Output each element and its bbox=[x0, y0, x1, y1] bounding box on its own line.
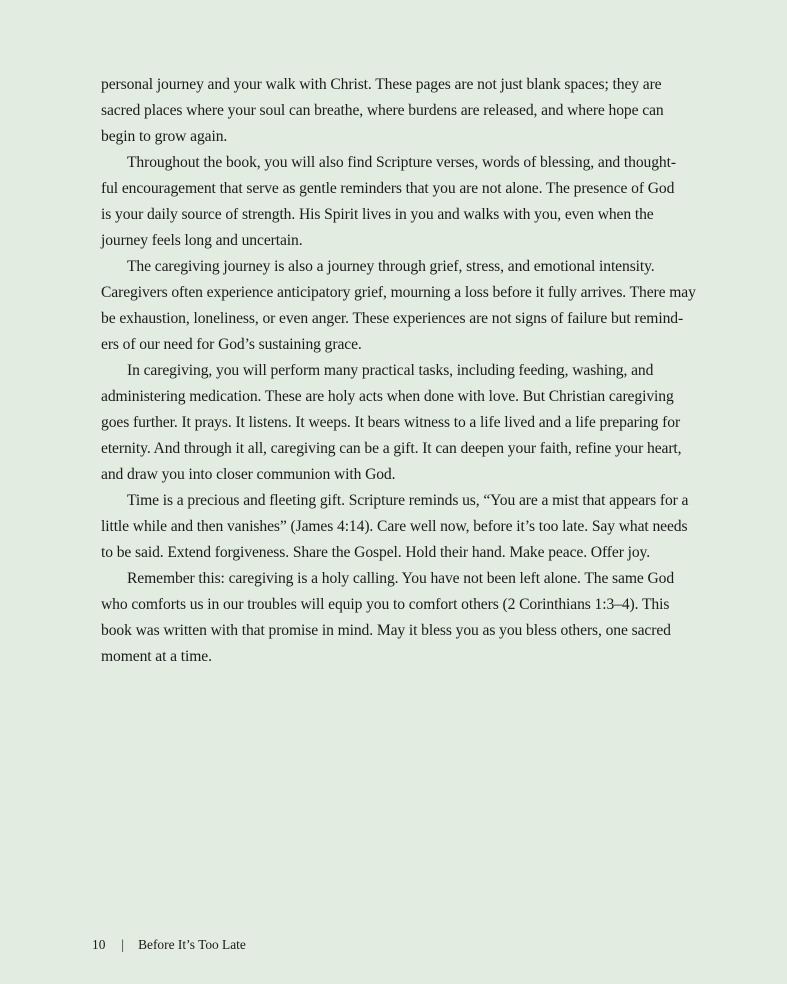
paragraph-first-line: The caregiving journey is also a journey through grief, stress, and emotional intensity. bbox=[127, 258, 655, 275]
text-line: Caregivers often experience anticipatory grief, mourning a loss before it fully arrives. There may bbox=[101, 284, 696, 301]
text-line: is your daily source of strength. His Spirit lives in you and walks with you, even when the bbox=[101, 206, 654, 223]
text-line: ers of our need for God’s sustaining grace. bbox=[101, 336, 362, 353]
text-line: be exhaustion, loneliness, or even anger. These experiences are not signs of failure but remind- bbox=[101, 310, 684, 327]
paragraph-first-line: In caregiving, you will perform many practical tasks, including feeding, washing, and bbox=[127, 362, 654, 379]
footer-separator: | bbox=[121, 937, 125, 952]
text-line: journey feels long and uncertain. bbox=[101, 232, 303, 249]
text-line: and draw you into closer communion with God. bbox=[101, 466, 396, 483]
text-line: sacred places where your soul can breathe, where burdens are released, and where hope can bbox=[101, 102, 664, 119]
text-line: little while and then vanishes” (James 4:14). Care well now, before it’s too late. Say what needs bbox=[101, 518, 688, 535]
paragraph-first-line: Throughout the book, you will also find Scripture verses, words of blessing, and thought- bbox=[127, 154, 676, 171]
text-line: goes further. It prays. It listens. It weeps. It bears witness to a life lived and a life preparing for bbox=[101, 414, 681, 431]
text-line: who comforts us in our troubles will equip you to comfort others (2 Corinthians 1:3–4). This bbox=[101, 596, 670, 613]
text-line: ful encouragement that serve as gentle reminders that you are not alone. The presence of God bbox=[101, 180, 675, 197]
text-line: moment at a time. bbox=[101, 648, 212, 665]
paragraph-first-line: Time is a precious and fleeting gift. Scripture reminds us, “You are a mist that appears for a bbox=[127, 492, 689, 509]
text-line: book was written with that promise in mind. May it bless you as you bless others, one sacred bbox=[101, 622, 671, 639]
text-line: administering medication. These are holy acts when done with love. But Christian caregiving bbox=[101, 388, 674, 405]
text-line: begin to grow again. bbox=[101, 128, 228, 145]
text-line: personal journey and your walk with Christ. These pages are not just blank spaces; they are bbox=[101, 76, 662, 93]
page-number: 10 bbox=[92, 937, 106, 952]
body-text bbox=[101, 72, 718, 670]
paragraph-first-line: Remember this: caregiving is a holy calling. You have not been left alone. The same God bbox=[127, 570, 675, 587]
text-line: eternity. And through it all, caregiving can be a gift. It can deepen your faith, refine your heart, bbox=[101, 440, 682, 457]
running-book-title: Before It’s Too Late bbox=[138, 937, 246, 952]
text-line: to be said. Extend forgiveness. Share the Gospel. Hold their hand. Make peace. Offer joy. bbox=[101, 544, 650, 561]
page-footer bbox=[92, 934, 246, 956]
